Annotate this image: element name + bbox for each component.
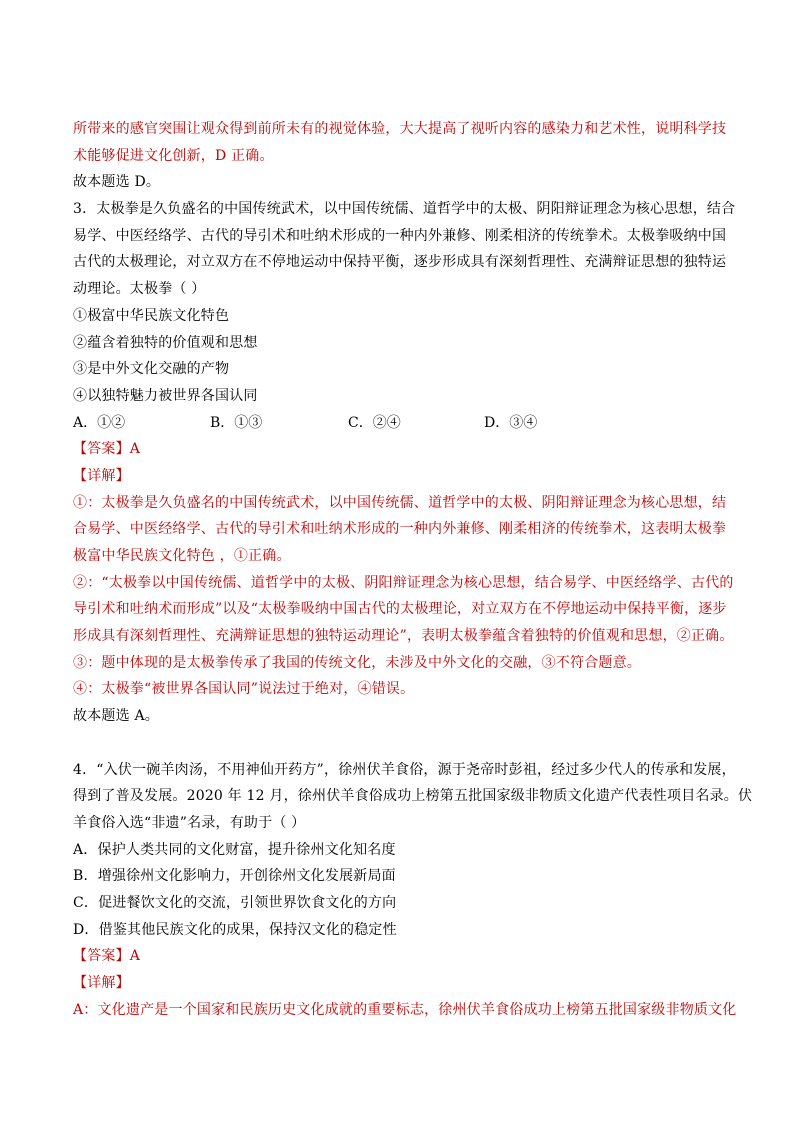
answer-options	[73, 410, 723, 437]
option-d: D．③④	[484, 414, 538, 431]
statement-3: ③是中外文化交融的产物	[73, 361, 230, 378]
explanation-line: ②：“太极拳以中国传统儒、道哲学中的太极、阴阳辩证理念为核心思想，结合易学、中医经络学、古代的	[73, 574, 734, 591]
question-stem-line: 易学、中医经络学、古代的导引术和吐纳术形成的一种内外兼修、刚柔相济的传统拳术。太极拳吸纳中国	[73, 227, 727, 244]
answer-label: 【答案】A	[73, 441, 141, 458]
explanation-line: 合易学、中医经络学、古代的导引术和吐纳术形成的一种内外兼修、刚柔相济的传统拳术，这表明太极拳	[73, 521, 727, 538]
explanation-line: ①：太极拳是久负盛名的中国传统武术，以中国传统儒、道哲学中的太极、阴阳辩证理念为核心思想，结	[73, 494, 727, 511]
question-4	[73, 757, 753, 1024]
explanation-line: ③：题中体现的是太极拳传承了我国的传统文化，未涉及中外文化的交融，③不符合题意。	[73, 654, 641, 671]
explanation-line: 极富中华民族文化特色 ，①正确。	[73, 548, 291, 564]
explanation-line: 所带来的感官突围让观众得到前所未有的视觉体验，大大提高了视听内容的感染力和艺术性，说明科学技	[73, 121, 727, 137]
question-stem-line: 3．太极拳是久负盛名的中国传统武术，以中国传统儒、道哲学中的太极、阴阳辩证理念为核心思想，结合	[73, 201, 736, 218]
statement-2: ②蕴含着独特的价值观和思想	[73, 334, 258, 351]
explanation-line: 导引术和吐纳术而形成”以及“太极拳吸纳中国古代的太极理论，对立双方在不停地运动中保持平衡，逐步	[73, 601, 727, 618]
question-stem-line: 古代的太极理论，对立双方在不停地运动中保持平衡，逐步形成具有深刻哲理性、充满辩证思想的独特运	[73, 254, 727, 271]
explanation-line: A：文化遗产是一个国家和民族历史文化成就的重要标志，徐州伏羊食俗成功上榜第五批国家级非物质文化	[73, 1001, 737, 1018]
question-stem-line: 动理论。太极拳（ ）	[73, 281, 206, 298]
document-page	[73, 116, 753, 1023]
question-3	[73, 196, 736, 730]
option-a: A．①②	[73, 414, 126, 431]
option-b: B．①③	[210, 414, 263, 431]
explanation-line: 形成具有深刻哲理性、充满辩证思想的独特运动理论”，表明太极拳蕴含着独特的价值观和思想，②正确。	[73, 628, 734, 645]
conclusion: 故本题选 A。	[73, 708, 159, 725]
detail-label: 【详解】	[73, 975, 130, 991]
option-d: D．借鉴其他民族文化的成果，保持汉文化的稳定性	[73, 921, 397, 938]
spacer	[73, 730, 723, 757]
option-c: C．②④	[348, 414, 401, 431]
question-stem-line: 4．“入伏一碗羊肉汤，不用神仙开药方”，徐州伏羊食俗，源于尧帝时彭祖，经过多少代人的传承和发展，	[73, 761, 736, 778]
conclusion: 故本题选 D。	[73, 174, 161, 191]
detail-label: 【详解】	[73, 467, 130, 484]
option-a: A．保护人类共同的文化财富，提升徐州文化知名度	[73, 841, 396, 858]
explanation-line: ④：太极拳“被世界各国认同”说法过于绝对，④错误。	[73, 681, 415, 698]
explanation-line: 术能够促进文化创新，D 正确。	[73, 147, 274, 164]
statement-1: ①极富中华民族文化特色	[73, 307, 230, 324]
option-b: B．增强徐州文化影响力，开创徐州文化发展新局面	[73, 868, 396, 885]
question-stem-line: 羊食俗入选“非遗”名录，有助于（ ）	[73, 814, 306, 831]
question-stem-line: 得到了普及发展。2020 年 12 月，徐州伏羊食俗成功上榜第五批国家级非物质文化遗产代表性项目名录。伏	[73, 788, 753, 805]
statement-4: ④以独特魅力被世界各国认同	[73, 387, 258, 404]
option-c: C．促进餐饮文化的交流，引领世界饮食文化的方向	[73, 894, 397, 911]
answer-label: 【答案】A	[73, 948, 141, 965]
top-explanation	[73, 116, 727, 196]
